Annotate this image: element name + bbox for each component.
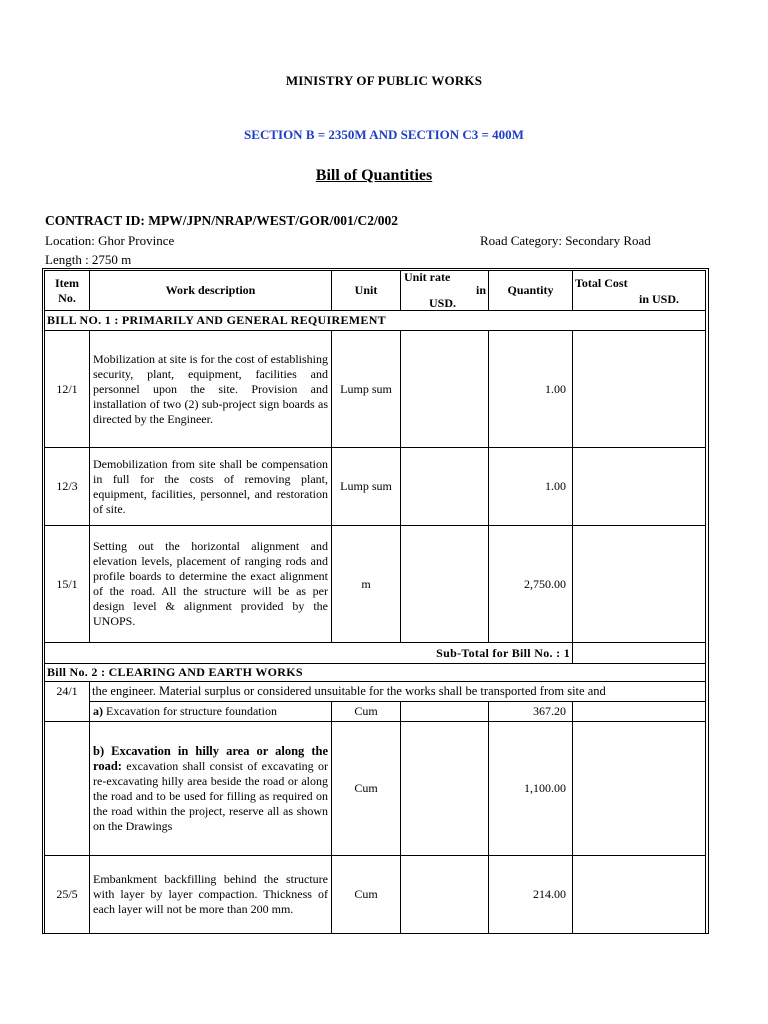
- unit: m: [332, 526, 401, 643]
- quantity: 1.00: [489, 331, 573, 448]
- total-cost: [573, 856, 706, 934]
- table-row: [45, 702, 706, 722]
- total-cost: [573, 448, 706, 526]
- table-row: [45, 856, 706, 934]
- ministry-title: MINISTRY OF PUBLIC WORKS: [285, 73, 483, 88]
- table-row: [45, 331, 706, 448]
- quantity: 214.00: [489, 856, 573, 934]
- unit: Cum: [332, 702, 401, 722]
- subtotal-value: [573, 643, 706, 664]
- table-row: [45, 722, 706, 856]
- unit: Lump sum: [332, 448, 401, 526]
- bill-2-heading-row: [45, 664, 706, 682]
- header-item-no: Item No.: [45, 271, 90, 311]
- work-description: Embankment backfilling behind the structure with layer by layer compaction. Thickness of each layer will not be more than 200 mm.: [90, 856, 332, 934]
- unit-rate: [401, 526, 489, 643]
- quantity: 1.00: [489, 448, 573, 526]
- item-no: 15/1: [45, 526, 90, 643]
- quantity: 367.20: [489, 702, 573, 722]
- unit-rate: [401, 702, 489, 722]
- table-row: [45, 682, 706, 702]
- work-description: Demobilization from site shall be compensation in full for the costs of removing plant, equipment, facilities, personnel, and restoration of site.: [90, 448, 332, 526]
- header-unit-rate: Unit rate in USD.: [401, 271, 489, 311]
- bill-1-heading-row: [45, 311, 706, 331]
- subtotal-label: Sub-Total for Bill No. : 1: [45, 643, 573, 664]
- work-description: Setting out the horizontal alignment and elevation levels, placement of ranging rods and profile boards to determine the exact alignment of the road. All the structure will be as per design level & alignment provided by the UNOPS.: [90, 526, 332, 643]
- road-category-label: Road Category: Secondary Road: [480, 233, 651, 248]
- work-description: b) Excavation in hilly area or along the road: excavation shall consist of excavating or re-excavating hilly area beside the road or along the road and to be used for filling as required on the road within the project, reserve all as shown on the Drawings: [90, 722, 332, 856]
- table-row: [45, 448, 706, 526]
- total-cost: [573, 722, 706, 856]
- subtotal-row: [45, 643, 706, 664]
- work-description: Mobilization at site is for the cost of establishing security, plant, equipment, facilities and personnel upon the site. Provision and installation of two (2) sub-project sign boards as directed by the Engineer.: [90, 331, 332, 448]
- document-title: Bill of Quantities: [315, 167, 433, 184]
- item-no: [45, 722, 90, 856]
- work-description: a) Excavation for structure foundation: [90, 702, 332, 722]
- boq-table: [44, 270, 706, 934]
- header-quantity: Quantity: [489, 271, 573, 311]
- unit: Cum: [332, 856, 401, 934]
- item-no: 12/1: [45, 331, 90, 448]
- header-unit: Unit: [332, 271, 401, 311]
- table-row: [45, 526, 706, 643]
- table-header-row: [45, 271, 706, 311]
- header-work-description: Work description: [90, 271, 332, 311]
- work-description-fragment: the engineer. Material surplus or considered unsuitable for the works shall be transported from site and: [90, 682, 706, 702]
- contract-id: CONTRACT ID: MPW/JPN/NRAP/WEST/GOR/001/C2/002: [45, 213, 399, 228]
- unit: Lump sum: [332, 331, 401, 448]
- unit: Cum: [332, 722, 401, 856]
- length-label: Length : 2750 m: [45, 252, 132, 267]
- item-no: 25/5: [45, 856, 90, 934]
- unit-rate: [401, 448, 489, 526]
- bill-2-heading: Bill No. 2 : CLEARING AND EARTH WORKS: [45, 664, 706, 682]
- item-no: 24/1: [45, 682, 90, 722]
- unit-rate: [401, 856, 489, 934]
- total-cost: [573, 331, 706, 448]
- quantity: 1,100.00: [489, 722, 573, 856]
- unit-rate: [401, 722, 489, 856]
- header-total-cost: Total Cost in USD.: [573, 271, 706, 311]
- total-cost: [573, 702, 706, 722]
- total-cost: [573, 526, 706, 643]
- quantity: 2,750.00: [489, 526, 573, 643]
- location-label: Location: Ghor Province: [45, 233, 175, 248]
- bill-1-heading: BILL NO. 1 : PRIMARILY AND GENERAL REQUIREMENT: [45, 311, 706, 331]
- unit-rate: [401, 331, 489, 448]
- section-subtitle: SECTION B = 2350M AND SECTION C3 = 400M: [244, 127, 524, 142]
- item-no: 12/3: [45, 448, 90, 526]
